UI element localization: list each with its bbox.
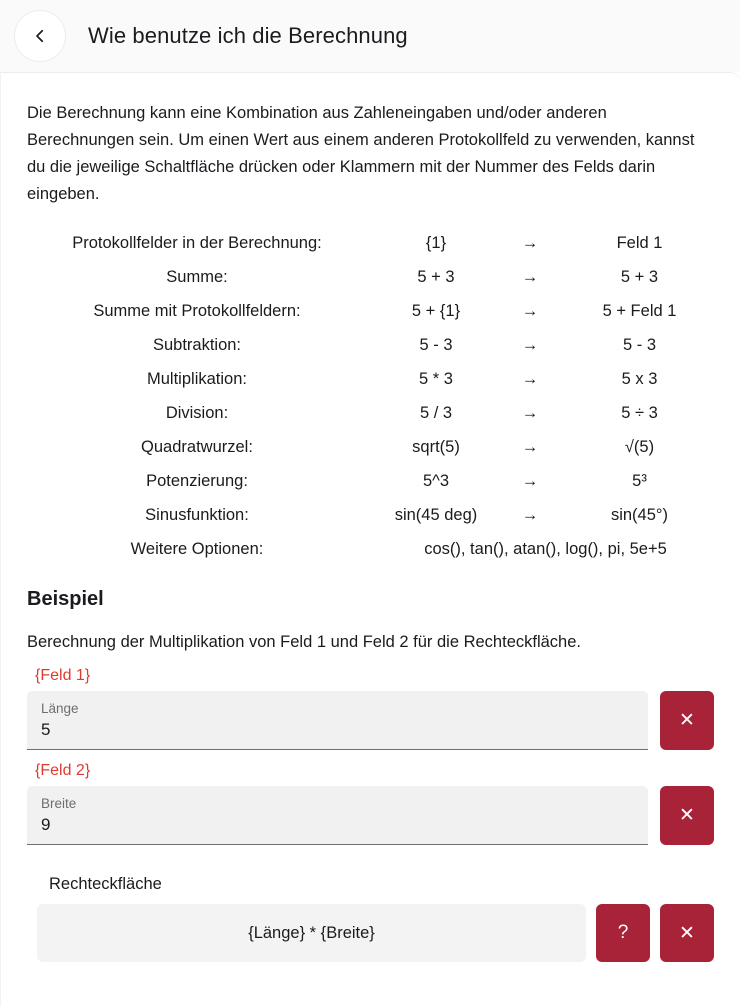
formula-reference-table [27, 226, 714, 566]
row-label: Summe: [166, 268, 228, 286]
row-output: sin(45°) [610, 506, 669, 524]
row-label: Quadratwurzel: [141, 438, 253, 456]
formula-input[interactable]: {Länge} * {Breite} [37, 904, 586, 962]
field-value: 5 [41, 720, 51, 739]
clear-formula-button[interactable] [660, 904, 714, 962]
result-row [27, 904, 714, 962]
field-row-1 [27, 691, 714, 750]
row-input: 5 * 3 [419, 370, 453, 388]
table-row [27, 328, 714, 362]
row-label: Protokollfelder in der Berechnung: [72, 234, 322, 252]
example-section-title: Beispiel [27, 588, 104, 610]
field-value: 9 [41, 815, 51, 834]
result-block [27, 875, 714, 962]
row-input: 5 + {1} [411, 302, 461, 320]
breite-input[interactable] [27, 786, 648, 845]
arrow-icon: → [521, 506, 539, 524]
close-icon: ✕ [679, 710, 695, 731]
row-input: 5 + 3 [417, 268, 455, 286]
question-mark-icon: ? [617, 922, 629, 943]
page-header [0, 0, 740, 72]
table-row [27, 430, 714, 464]
arrow-icon: → [521, 438, 539, 456]
row-input: {1} [425, 234, 447, 252]
arrow-icon: → [521, 336, 539, 354]
row-output: Feld 1 [616, 234, 663, 252]
clear-field-2-button[interactable] [660, 786, 714, 845]
field-row-2 [27, 786, 714, 845]
arrow-icon: → [521, 404, 539, 422]
row-output: cos(), tan(), atan(), log(), pi, 5e+5 [424, 540, 667, 558]
row-label: Summe mit Protokollfeldern: [93, 302, 301, 320]
result-label: Rechteckfläche [49, 875, 162, 893]
arrow-icon: → [521, 234, 539, 252]
row-input: 5^3 [422, 472, 450, 490]
row-label: Multiplikation: [147, 370, 247, 388]
row-output: 5³ [632, 472, 647, 490]
intro-paragraph: Die Berechnung kann eine Kombination aus Zahleneingaben und/oder anderen Berechnungen sein. Um einen Wert aus einem anderen Protokollfeld zu verwenden, kannst du die jeweilige Schaltfläche drücken oder Klammern mit der Nummer des Felds darin eingeben. [27, 104, 695, 203]
laenge-input[interactable] [27, 691, 648, 750]
table-row [27, 294, 714, 328]
page-title: Wie benutze ich die Berechnung [88, 23, 408, 48]
arrow-icon: → [521, 268, 539, 286]
row-label: Division: [165, 404, 229, 422]
row-output: √(5) [624, 438, 655, 456]
row-label: Potenzierung: [146, 472, 248, 490]
arrow-icon: → [521, 302, 539, 320]
arrow-icon: → [521, 370, 539, 388]
row-input: sqrt(5) [412, 438, 460, 456]
formula-help-button[interactable] [596, 904, 650, 962]
clear-field-1-button[interactable] [660, 691, 714, 750]
table-row [27, 226, 714, 260]
row-input: sin(45 deg) [394, 506, 478, 524]
field-tag-2: {Feld 2} [35, 762, 91, 779]
row-output: 5 + Feld 1 [602, 302, 677, 320]
row-label: Weitere Optionen: [130, 540, 264, 558]
row-output: 5 x 3 [621, 370, 658, 388]
row-output: 5 + 3 [620, 268, 659, 286]
row-output: 5 ÷ 3 [621, 404, 658, 422]
table-row [27, 260, 714, 294]
chevron-left-icon [31, 27, 49, 45]
back-button[interactable] [14, 10, 66, 62]
arrow-icon: → [521, 472, 539, 490]
row-label: Sinusfunktion: [145, 506, 249, 524]
example-description: Berechnung der Multiplikation von Feld 1 und Feld 2 für die Rechteckfläche. [27, 633, 581, 651]
field-tag-1: {Feld 1} [35, 667, 91, 684]
table-row [27, 464, 714, 498]
field-label: Breite [41, 796, 77, 811]
table-row-more-options [27, 532, 714, 566]
content-sheet [0, 72, 740, 1006]
row-input: 5 / 3 [419, 404, 453, 422]
close-icon: ✕ [679, 922, 695, 944]
table-row [27, 498, 714, 532]
table-row [27, 396, 714, 430]
row-input: 5 - 3 [419, 336, 453, 354]
row-label: Subtraktion: [152, 336, 242, 354]
field-label: Länge [41, 701, 79, 716]
close-icon: ✕ [679, 805, 695, 826]
table-row [27, 362, 714, 396]
row-output: 5 - 3 [622, 336, 657, 354]
